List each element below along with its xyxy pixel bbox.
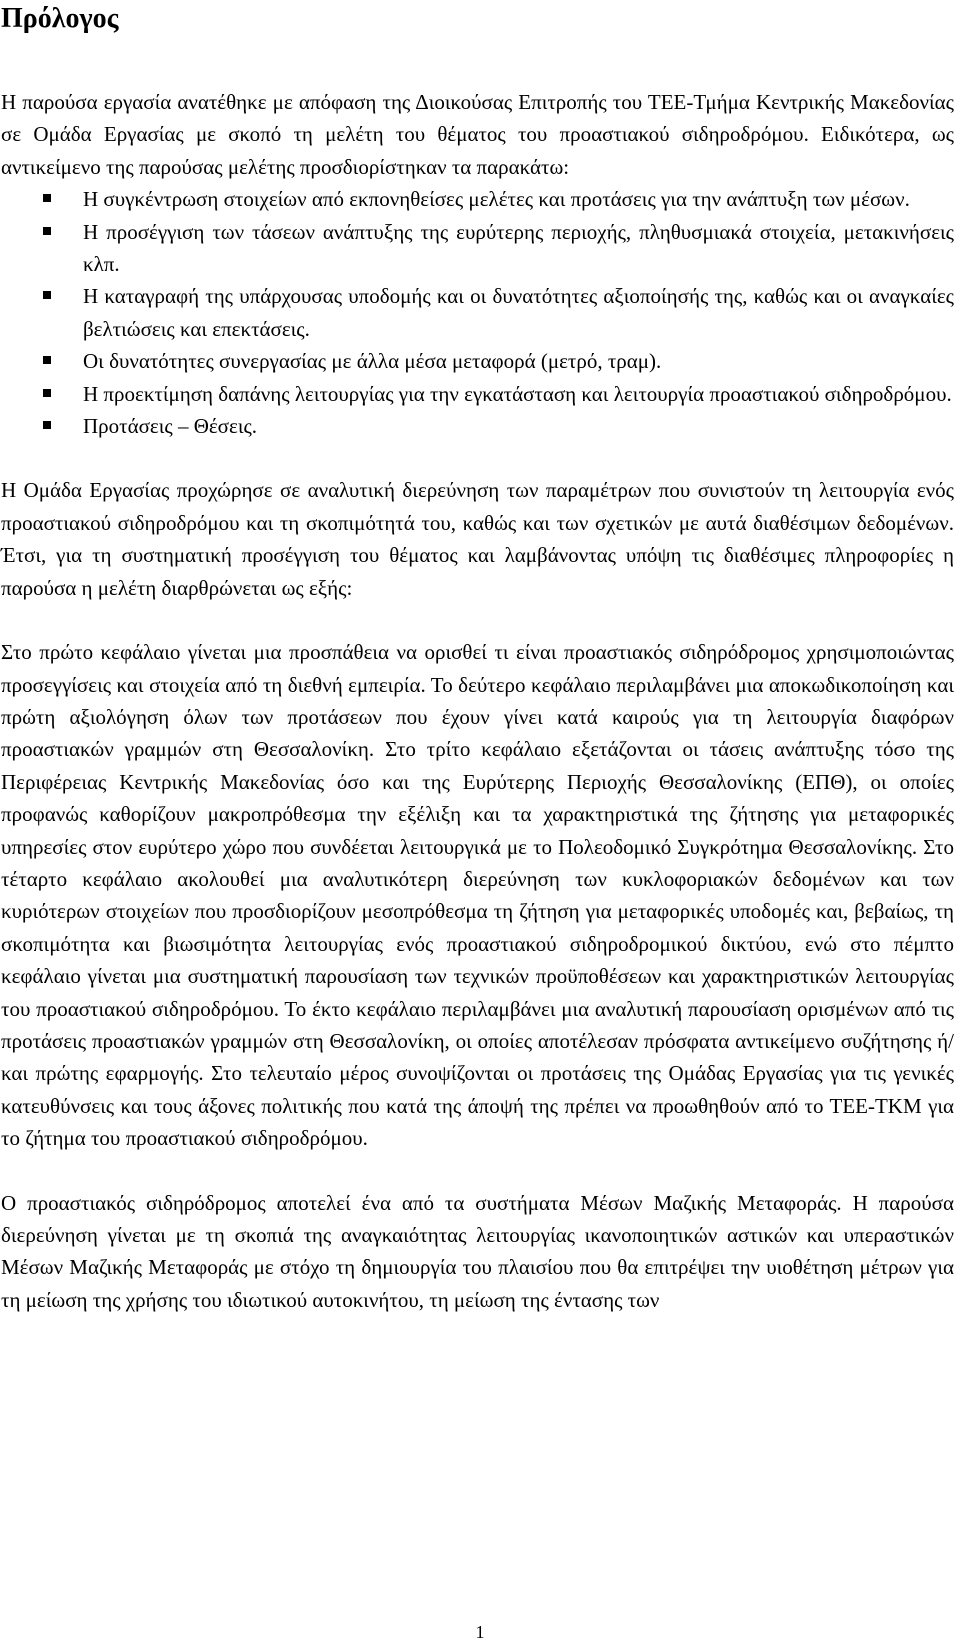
list-item-text: Οι δυνατότητες συνεργασίας με άλλα μέσα μεταφορά (μετρό, τραμ). <box>83 349 662 374</box>
list-item <box>1 183 954 215</box>
list-item-text: Η προσέγγιση των τάσεων ανάπτυξης της ευρύτερης περιοχής, πληθυσμιακά στοιχεία, μετακινήσεις κλπ. <box>83 219 954 277</box>
list-item-text: Η προεκτίμηση δαπάνης λειτουργίας για την εγκατάσταση και λειτουργία προαστιακού σιδηροδρόμου. <box>83 381 952 406</box>
list-item <box>1 410 954 442</box>
list-item <box>1 280 954 345</box>
square-bullet-icon <box>43 291 51 299</box>
square-bullet-icon <box>43 227 51 235</box>
closing-paragraph: Ο προαστιακός σιδηρόδρομος αποτελεί ένα από τα συστήματα Μέσων Μαζικής Μεταφοράς. Η παρούσα διερεύνηση γίνεται με τη σκοπιά της αναγκαιότητας λειτουργίας ικανοποιητικών αστικών και υπεραστικών Μέσων Μαζικής Μεταφοράς με στόχο τη δημιουργία του πλαισίου που θα επιτρέψει την υιοθέτηση μέτρων για τη μείωση της χρήσης του ιδιωτικού αυτοκινήτου, τη μείωση της έντασης των <box>1 1190 954 1312</box>
page-number: 1 <box>475 1622 485 1642</box>
square-bullet-icon <box>43 356 51 364</box>
intro-paragraph: Η παρούσα εργασία ανατέθηκε με απόφαση της Διοικούσας Επιτροπής του ΤΕΕ-Τμήμα Κεντρικής Μακεδονίας σε Ομάδα Εργασίας με σκοπό τη μελέτη του θέματος του προαστιακού σιδηροδρόμου. Ειδικότερα, ως αντικείμενο της παρούσας μελέτης προσδιορίστηκαν τα παρακάτω: <box>1 90 954 179</box>
square-bullet-icon <box>43 194 51 202</box>
square-bullet-icon <box>43 421 51 429</box>
list-item <box>1 216 954 281</box>
list-item <box>1 378 954 410</box>
square-bullet-icon <box>43 389 51 397</box>
page-title: Πρόλογος <box>1 3 119 34</box>
chapters-paragraph: Στο πρώτο κεφάλαιο γίνεται μια προσπάθεια να ορισθεί τι είναι προαστιακός σιδηρόδρομος χρησιμοποιώντας προσεγγίσεις και στοιχεία από τη διεθνή εμπειρία. Το δεύτερο κεφάλαιο περιλαμβάνει μια αποκωδικοποίηση και πρώτη αξιολόγηση όλων των προτάσεων που έχουν γίνει κατά καιρούς για τη λειτουργία διαφόρων προαστιακών γραμμών στη Θεσσαλονίκη. Στο τρίτο κεφάλαιο εξετάζονται οι τάσεις ανάπτυξης τόσο της Περιφέρειας Κεντρικής Μακεδονίας όσο και της Ευρύτερης Περιοχής Θεσσαλονίκης (ΕΠΘ), οι οποίες προφανώς καθορίζουν μακροπρόθεσμα την εξέλιξη και τα χαρακτηριστικά της ζήτησης για μεταφορικές υπηρεσίες στον ευρύτερο χώρο που συνδέεται λειτουργικά με το Πολεοδομικό Συγκρότημα Θεσσαλονίκης. Στο τέταρτο κεφάλαιο ακολουθεί μια αναλυτικότερη διερεύνηση των κυκλοφοριακών δεδομένων και των κυριότερων στοιχείων που προσδιορίζουν μεσοπρόθεσμα τη ζήτηση για μεταφορικές υποδομές και, βεβαίως, τη σκοπιμότητα και βιωσιμότητα λειτουργίας ενός προαστιακού σιδηροδρομικού δικτύου, ενώ στο πέμπτο κεφάλαιο γίνεται μια συστηματική παρουσίαση των τεχνικών προϋποθέσεων και χαρακτηριστικών λειτουργίας του προαστιακού σιδηροδρόμου. Το έκτο κεφάλαιο περιλαμβάνει μια αναλυτική παρουσίαση ορισμένων από τις προτάσεις προαστιακών γραμμών στη Θεσσαλονίκη, οι οποίες αποτέλεσαν πρόσφατα αντικείμενο συζήτησης ή/και πρώτης εφαρμογής. Στο τελευταίο μέρος συνοψίζονται οι προτάσεις της Ομάδας Εργασίας για τις γενικές κατευθύνσεις και τους άξονες πολιτικής που κατά της άποψή της πρέπει να προωθηθούν από το ΤΕΕ-ΤΚΜ για το ζήτημα του προαστιακού σιδηροδρόμου. <box>1 640 954 1151</box>
list-item-text: Η συγκέντρωση στοιχείων από εκπονηθείσες μελέτες και προτάσεις για την ανάπτυξη των μέσων. <box>83 187 910 212</box>
list-item-text: Προτάσεις – Θέσεις. <box>83 414 258 439</box>
list-item-text: Η καταγραφή της υπάρχουσας υποδομής και οι δυνατότητες αξιοποίησής της, καθώς και οι αναγκαίες βελτιώσεις και επεκτάσεις. <box>83 284 954 341</box>
objectives-list <box>1 183 954 442</box>
method-paragraph: Η Ομάδα Εργασίας προχώρησε σε αναλυτική διερεύνηση των παραμέτρων που συνιστούν τη λειτουργία ενός προαστιακού σιδηροδρόμου και τη σκοπιμότητά του, καθώς και των σχετικών με αυτά διαθέσιμων δεδομένων. Έτσι, για τη συστηματική προσέγγιση του θέματος και λαμβάνοντας υπόψη τις διαθέσιμες πληροφορίες η παρούσα η μελέτη διαρθρώνεται ως εξής: <box>1 478 954 600</box>
list-item <box>1 345 954 377</box>
